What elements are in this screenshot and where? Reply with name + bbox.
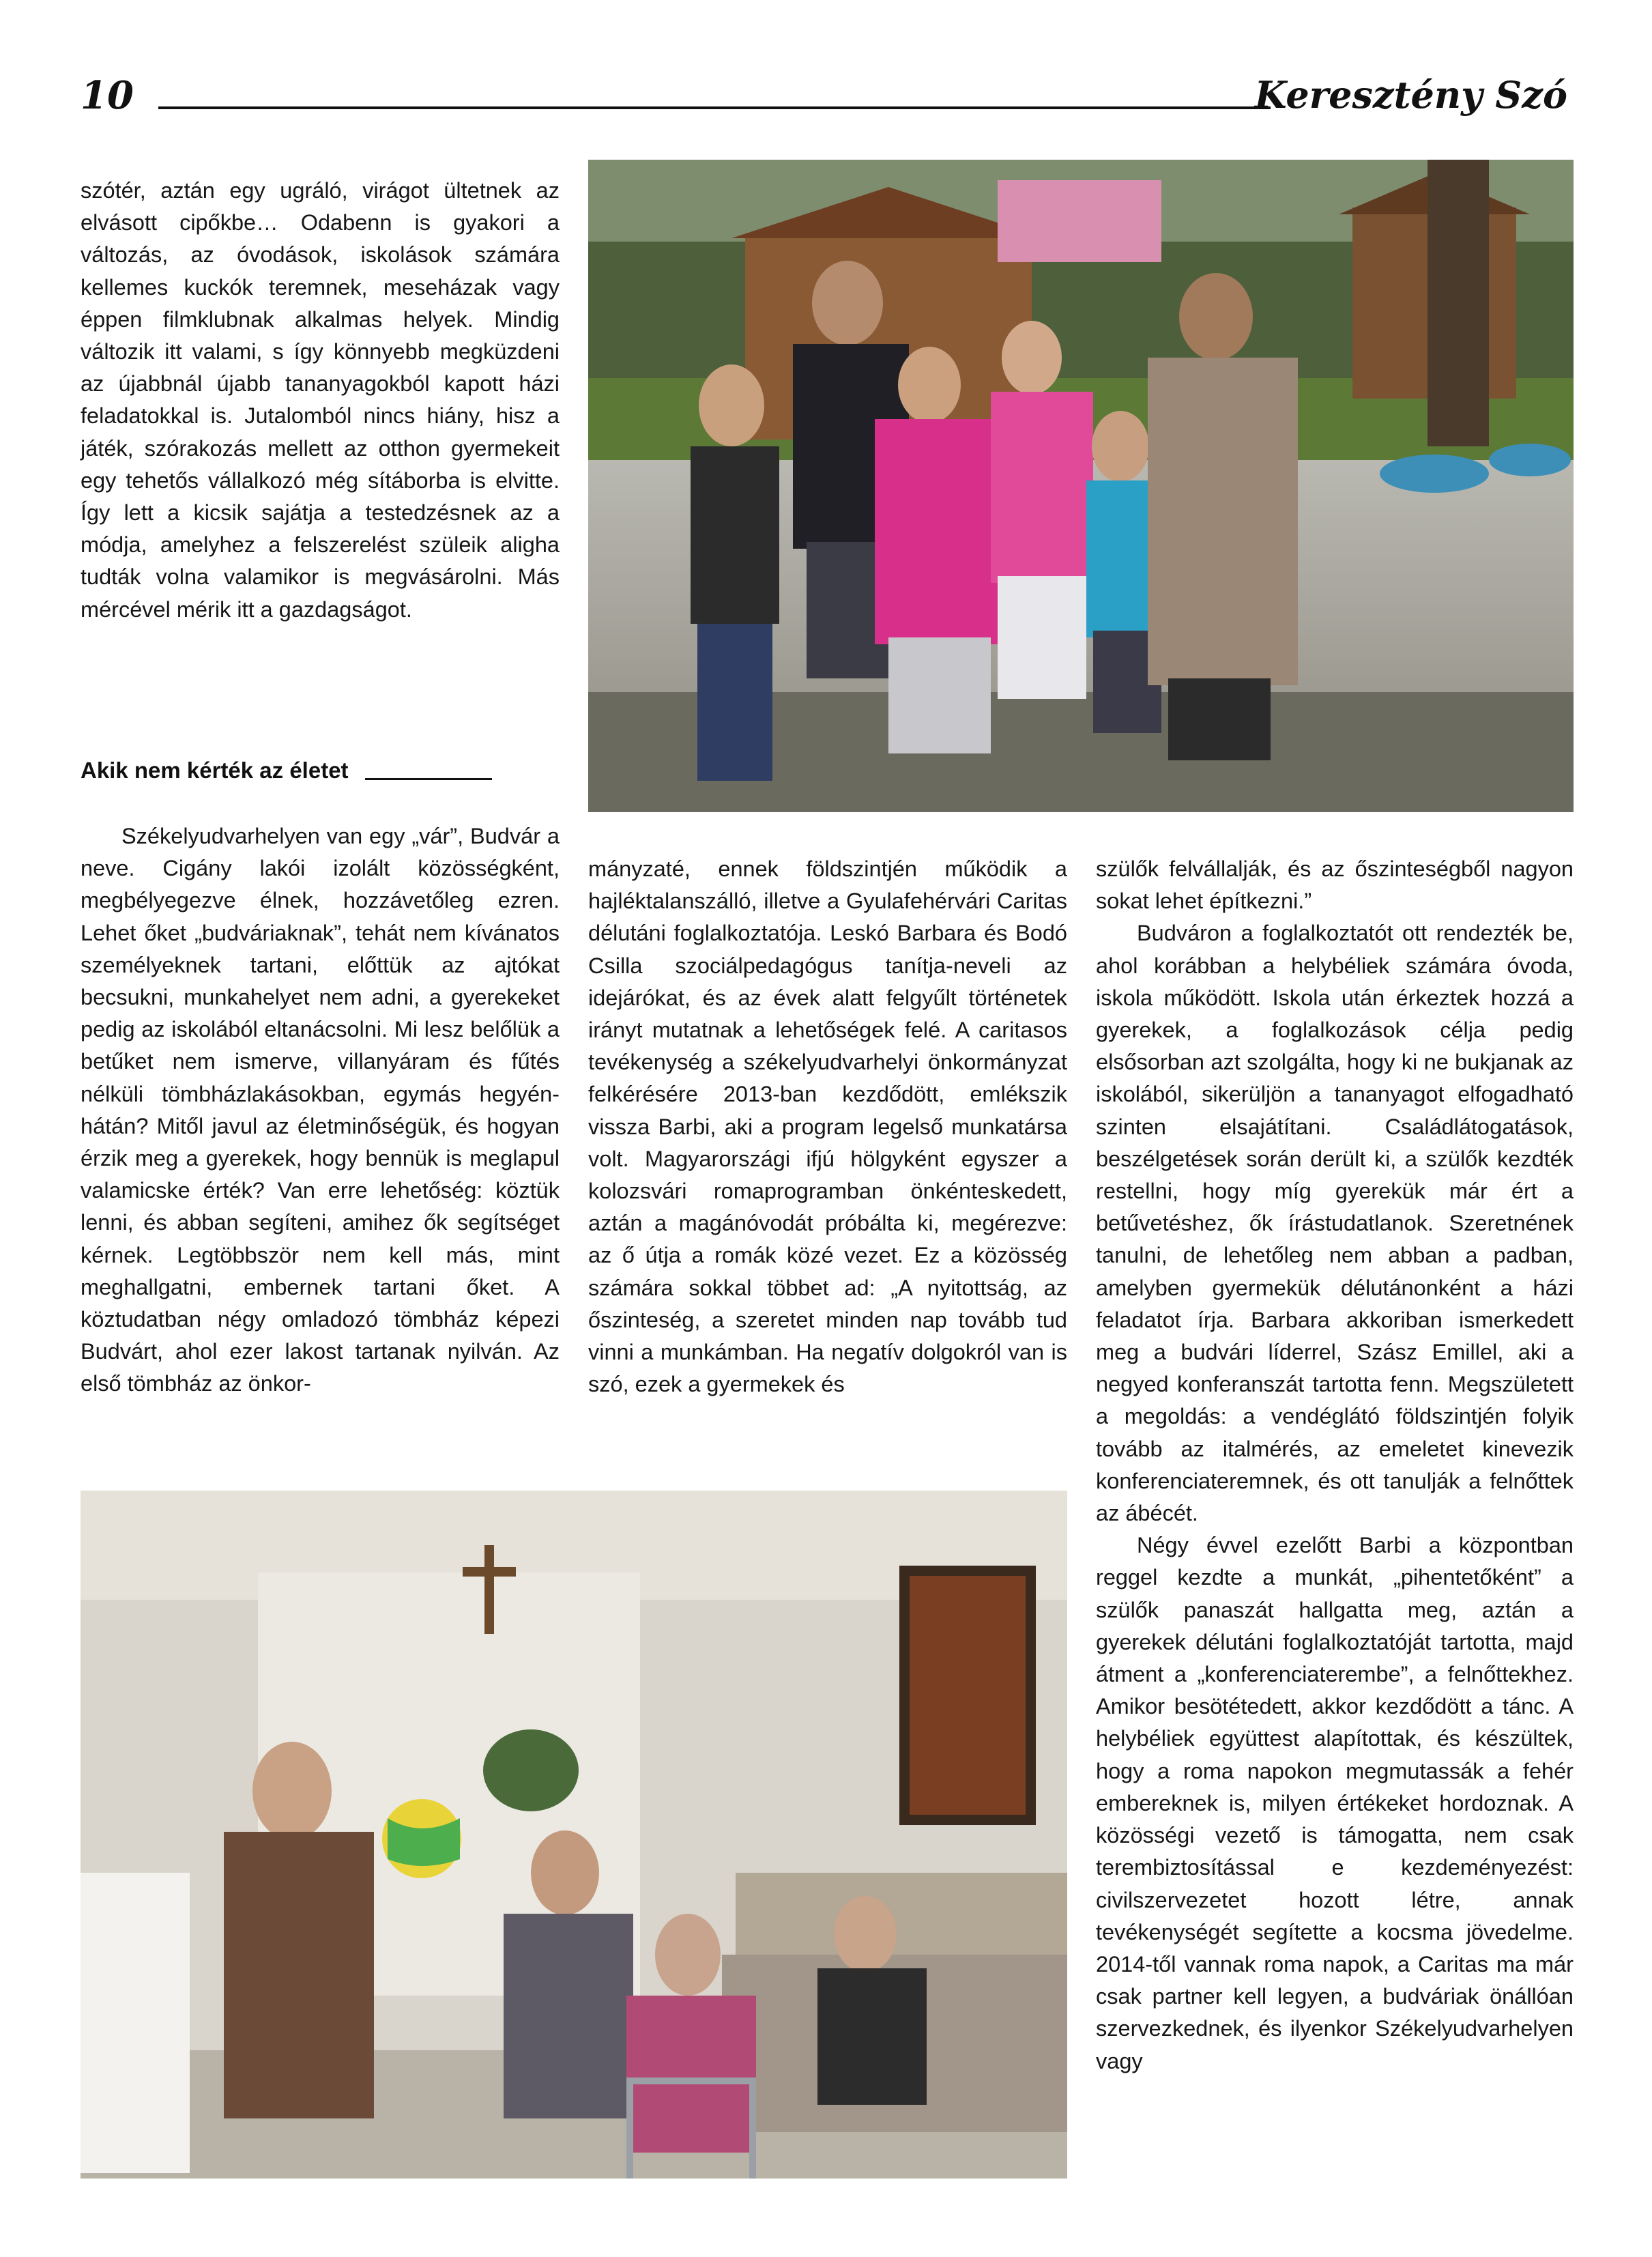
paragraph: szótér, aztán egy ugráló, virágot ültetnek az elvásott cipőkbe… Odabenn is gyakori a változás, az óvodások, iskolások számára kellemes kuckók teremnek, meseházak vagy éppen filmklubnak alkalmas helyek. Mindig változik itt valami, s így könnyebb megküzdeni az újabbnál újabb tananyagokból kapott házi feladatokkal is. Jutalomból nincs hiány, hisz a játék, szórakozás mellett az otthon gyermekeit egy tehetős vállalkozó még sítáborba is elvitte. Így lett a kicsik sajátja a testedzésnek az a módja, amelyhez a felszerelést szüleik aligha tudták volna valamikor is megvásárolni. Más mércével mérik itt a gazdagságot.	[81, 178, 560, 622]
journal-title: Keresztény Szó	[1254, 73, 1567, 117]
paragraph: szülők felvállalják, és az őszinteségből nagyon sokat lehet építkezni.”	[1096, 857, 1574, 914]
column-1-bottom-text	[81, 820, 560, 1400]
paragraph: Budváron a foglalkoztatót ott rendezték be, ahol korábban a helybéliek számára óvoda, iskola működött. Iskola után érkeztek hozzá a gyerekek, a foglalkozások célja pedig elsősorban azt szolgálta, hogy ki ne bukjanak az iskolából, sikerüljön a tananyagot elfogadható szinten elsajátítani. Családlátogatások, beszélgetések során derült ki, a szülők kezdték restellni, hogy míg gyerekük már ért a betűvetéshez, ők írástudatlanok. Szeretnének tanulni, de lehetőleg nem abban a padban, amelyben gyermekük délutánonként a házi feladatot írja. Barbara akkoriban ismerkedett meg a budvári líderrel, Szász Emillel, aki a negyed konferanszát tartotta fenn. Megszületett a megoldás: a vendéglátó földszintjén folyik tovább az italmérés, az emeletet kinevezik konferenciateremnek, és ott tanulják a felnőttek az ábécét.	[1096, 921, 1574, 1526]
paragraph: Négy évvel ezelőtt Barbi a központban reggel kezdte a munkát, „pihentetőként” a szülők panaszát hallgatta meg, aztán a gyerekek délutáni foglalkoztatóját tartotta, majd átment a „konferenciaterembe”, a felnőttekhez. Amikor besötétedett, akkor kezdődött a tánc. A helybéliek együttest alapítottak, és készültek, hogy a roma napokon megmutassák a fehér embereknek is, milyen értékeket hordoznak. A közösségi vezető is támogatta, nem csak terembiztosítással e kezdeményezést: civilszervezetet hozott létre, annak tevékenységét segítette a kocsma jövedelme. 2014-től vannak roma napok, a Caritas ma már csak partner kell legyen, a budváriak önállóan szervezkednek, és ilyenkor Székelyudvarhelyen vagy	[1096, 1533, 1574, 2073]
header-rule	[158, 106, 1271, 109]
column-2-text	[588, 853, 1067, 1400]
playground-children-photo	[588, 160, 1574, 812]
column-1-top-text	[81, 175, 560, 626]
community-room-photo	[81, 1491, 1067, 2179]
page-number: 10	[81, 73, 134, 118]
section-subheading	[81, 756, 560, 786]
paragraph: Székelyudvarhelyen van egy „vár”, Budvár a neve. Cigány lakói izolált közösségként, megbélyegezve élnek, hozzávetőleg ezren. Lehet őket „budváriaknak”, tehát nem kívánatos személyeknek tartani, előttük az ajtókat becsukni, munkahelyet nem adni, a gyerekeket pedig az iskolából eltanácsolni. Mi lesz belőlük a betűket nem ismerve, villanyáram és fűtés nélküli tömbházlakásokban, egymás hegyén-hátán? Mitől javul az életminőségük, és hogyan érzik meg a gyerekek, hogy bennük is meglapul valamicske érték? Van erre lehetőség: köztük lenni, és abban segíteni, amihez ők segítséget kérnek. Legtöbbször nem kell más, mint meghallgatni, embernek tartani őket. A köztudatban négy omladozó tömbház képezi Budvárt, ahol ezer lakost tartanak nyilván. Az első tömbház az önkor-	[81, 824, 560, 1396]
column-3-text	[1096, 853, 1574, 2078]
paragraph: mányzaté, ennek földszintjén működik a hajléktalanszálló, illetve a Gyulafehérvári Caritas délutáni foglalkoztatója. Leskó Barbara és Bodó Csilla szociálpedagógus tanítja-neveli az idejárókat, és az évek alatt felgyűlt történetek irányt mutatnak a lehetőségek felé. A caritasos tevékenység a székelyudvarhelyi önkormányzat felkérésére 2013-ban kezdődött, emlékszik vissza Barbi, aki a program legelső munkatársa volt. Magyarországi ifjú hölgyként egyszer a kolozsvári romaprogramban önkénteskedett, aztán a magánóvodát próbálta ki, megérezve: az ő útja a romák közé vezet. Ez a közösség számára sokkal többet ad: „A nyitottság, az őszinteség, a szeretet minden nap tovább tud vinni a munkámban. Ha negatív dolgokról van is szó, ezek a gyermekek és	[588, 857, 1067, 1397]
subheading-text: Akik nem kérték az életet	[81, 758, 349, 783]
subheading-rule	[365, 778, 492, 780]
